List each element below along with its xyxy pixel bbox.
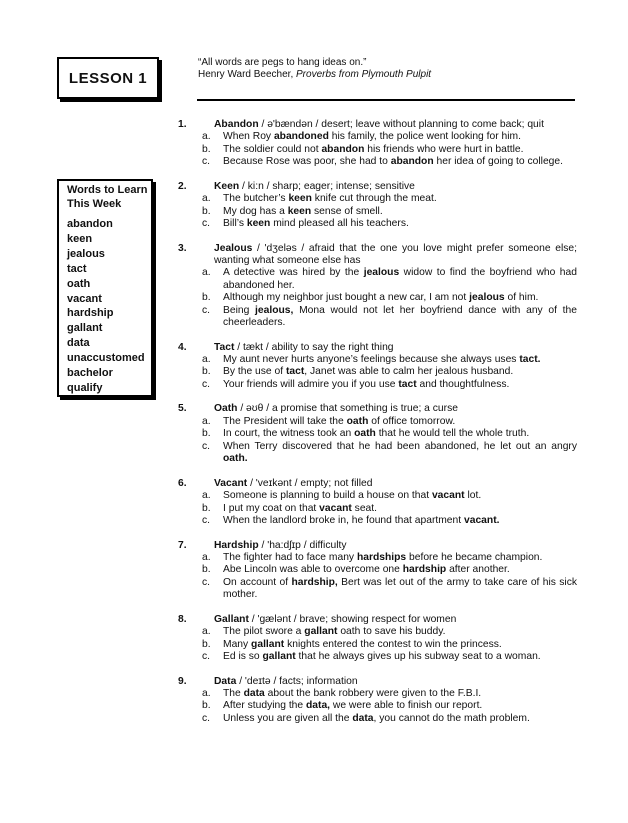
- example-sentence: [196, 416, 577, 428]
- example-text-before: Although my neighbor just bought a new car, I am not: [223, 292, 470, 304]
- example-text: [223, 193, 577, 205]
- vocab-entry: [178, 613, 577, 664]
- word-list: [67, 217, 151, 396]
- entry-definition: / 'veɪkənt / empty; not filled: [247, 477, 373, 489]
- example-text-after: Bert was let out of the army to take care of his sick mother.: [223, 576, 577, 601]
- example-letter: a.: [202, 490, 211, 502]
- example-text-before: My aunt never hurts anyone’s feelings because she always uses: [223, 354, 520, 366]
- entry-definition: / ə'bændən / desert; leave without planning to come back; quit: [258, 119, 544, 130]
- example-keyword: abandon: [390, 156, 434, 168]
- entry-heading: [178, 180, 577, 193]
- word-list-item: abandon: [67, 218, 113, 230]
- example-keyword: vacant: [431, 490, 465, 502]
- vocab-entry: [178, 403, 577, 465]
- example-text-after: we were able to finish our report.: [330, 700, 483, 712]
- example-sentence: [196, 366, 577, 378]
- example-text: [223, 354, 577, 366]
- example-sentence: [196, 428, 577, 440]
- entry-heading: [178, 539, 577, 552]
- example-sentence: [196, 688, 577, 700]
- entry-word: Data: [214, 675, 237, 687]
- header-divider: [197, 99, 575, 101]
- example-sentence: [196, 292, 577, 304]
- example-text-after: after another.: [446, 564, 510, 576]
- example-keyword: jealous: [469, 292, 505, 304]
- vocab-entry: [178, 675, 577, 726]
- example-text-after: of office tomorrow.: [368, 415, 456, 427]
- example-text: [223, 305, 577, 330]
- example-keyword: tact: [285, 366, 305, 378]
- word-list-item: data: [67, 337, 90, 350]
- word-list-item: hardship: [67, 307, 114, 320]
- example-text-before: The President will take the: [223, 415, 347, 427]
- example-text: [223, 700, 577, 712]
- example-sentence: [196, 441, 577, 466]
- example-keyword: jealous: [363, 267, 400, 279]
- example-text-before: The: [223, 687, 244, 699]
- example-text-before: My dog has a: [223, 205, 288, 217]
- example-keyword: oath: [354, 428, 376, 440]
- example-text-after: lot.: [464, 490, 482, 502]
- entry-number: 9.: [178, 675, 187, 687]
- entry-heading: [178, 341, 577, 354]
- example-text: [223, 218, 577, 230]
- entry-word: Vacant: [214, 477, 248, 489]
- example-sentence: [196, 267, 577, 292]
- example-text: [223, 267, 577, 292]
- example-text-before: The soldier could not: [223, 143, 322, 155]
- example-letter: b.: [202, 428, 211, 440]
- example-letter: c.: [202, 304, 211, 316]
- vocab-entry: [178, 119, 577, 169]
- word-list-item: bachelor: [67, 367, 113, 380]
- example-sentence: [196, 131, 577, 143]
- example-text-before: Someone is planning to build a house on that: [223, 490, 432, 502]
- quote-work: Proverbs from Plymouth Pulpit: [296, 69, 432, 80]
- example-letter: c.: [202, 156, 211, 168]
- example-keyword: keen: [288, 193, 312, 205]
- example-keyword: hardship,: [291, 576, 338, 588]
- entry-definition: / 'ha:dʃɪp / difficulty: [258, 539, 347, 551]
- example-letter: b.: [202, 366, 211, 378]
- example-sentence: [196, 626, 577, 638]
- vocab-entry: [178, 180, 577, 231]
- example-keyword: abandoned: [273, 131, 329, 143]
- example-text-after: his family, the police went looking for him.: [328, 131, 521, 143]
- example-keyword: gallant: [251, 638, 285, 650]
- example-letter: a.: [202, 415, 211, 427]
- example-keyword: gallant: [304, 626, 338, 638]
- epigraph: [198, 57, 431, 81]
- example-text-after: knights entered the contest to win the princess.: [284, 638, 502, 650]
- example-text-before: The butcher’s: [223, 193, 289, 205]
- example-text-before: When the landlord broke in, he found that apartment: [223, 514, 464, 526]
- example-sentence: [196, 305, 577, 330]
- entry-word: Keen: [214, 180, 240, 192]
- vocabulary-entries: [178, 119, 577, 737]
- example-letter: a.: [202, 131, 211, 143]
- word-list-item: gallant: [67, 322, 103, 335]
- words-to-learn-box: [57, 179, 153, 397]
- example-keyword: oath: [346, 415, 369, 427]
- entry-word: Gallant: [214, 613, 249, 625]
- example-text: [223, 564, 577, 576]
- word-list-item: tact: [67, 262, 87, 275]
- entry-heading: [178, 613, 577, 626]
- entry-heading: [178, 675, 577, 688]
- word-list-item: jealous: [67, 247, 105, 260]
- words-box-title: Words to Learn This Week: [67, 184, 148, 210]
- example-text: [223, 515, 577, 527]
- word-list-item: oath: [67, 277, 91, 290]
- example-letter: b.: [202, 564, 211, 576]
- example-keyword: tact.: [519, 354, 541, 366]
- entry-heading: [178, 119, 577, 131]
- example-text-after: and thoughtfulness.: [416, 378, 510, 390]
- example-keyword: jealous,: [255, 304, 294, 316]
- example-text-after: knife cut through the meat.: [311, 193, 437, 205]
- example-letter: c.: [202, 576, 211, 588]
- example-text-after: his friends who were hurt in battle.: [364, 143, 524, 155]
- entry-number: 1.: [178, 119, 187, 130]
- example-keyword: hardships: [356, 551, 407, 563]
- example-sentence: [196, 144, 577, 156]
- entry-number: 4.: [178, 341, 187, 353]
- example-text-after: widow to find the boyfriend who had abandoned her.: [223, 267, 577, 291]
- example-sentence: [196, 552, 577, 564]
- entry-number: 3.: [178, 242, 187, 254]
- example-keyword: gallant: [262, 650, 296, 662]
- example-text: [223, 639, 577, 651]
- example-text-after: before he became champion.: [406, 551, 543, 563]
- entry-word: Tact: [214, 341, 235, 353]
- example-sentence: [196, 206, 577, 218]
- example-text-before: Your friends will admire you if you use: [223, 378, 399, 390]
- word-list-item: vacant: [67, 292, 102, 305]
- example-text: [223, 626, 577, 638]
- example-text-before: Abe Lincoln was able to overcome one: [223, 564, 403, 576]
- example-keyword: keen: [246, 218, 271, 230]
- word-list-item: keen: [67, 232, 93, 245]
- example-sentence: [196, 379, 577, 391]
- example-sentence: [196, 354, 577, 366]
- entry-definition: / 'dʒeləs / afraid that the one you love might prefer someone else; wanting what someone else has: [214, 242, 577, 267]
- vocab-entry: [178, 477, 577, 528]
- example-keyword: hardship: [402, 564, 447, 576]
- example-text-before: Being: [223, 304, 256, 316]
- example-keyword: vacant: [319, 502, 352, 514]
- entry-number: 2.: [178, 180, 187, 192]
- example-text-after: oath to save his buddy.: [337, 626, 446, 638]
- example-letter: a.: [202, 267, 211, 279]
- example-sentence: [196, 515, 577, 527]
- example-letter: b.: [202, 700, 211, 712]
- example-text-before: When Roy: [223, 131, 274, 143]
- example-text: [223, 688, 577, 700]
- example-sentence: [196, 639, 577, 651]
- example-text-after: about the bank robbery were given to the F.B.I.: [264, 687, 482, 699]
- example-sentence: [196, 193, 577, 205]
- entry-word: Oath: [214, 403, 238, 415]
- example-text-before: Ed is so: [223, 650, 263, 662]
- example-keyword: tact: [398, 378, 417, 390]
- example-sentence: [196, 651, 577, 663]
- entry-number: 8.: [178, 613, 187, 625]
- example-letter: c.: [202, 440, 211, 452]
- example-keyword: oath.: [223, 453, 248, 465]
- quote-text: “All words are pegs to hang ideas on.”: [198, 57, 367, 68]
- entry-definition: / 'gælənt / brave; showing respect for women: [248, 613, 457, 625]
- example-text-before: Unless you are given all the: [223, 712, 353, 724]
- word-list-item: qualify: [67, 381, 103, 394]
- example-text-after: of him.: [504, 292, 539, 304]
- entry-heading: [178, 403, 577, 415]
- example-keyword: data,: [306, 700, 331, 712]
- entry-definition: / əʊθ / a promise that something is true; a curse: [237, 403, 458, 415]
- example-sentence: [196, 156, 577, 168]
- example-text-after: that he would tell the whole truth.: [375, 428, 530, 440]
- example-letter: c.: [202, 712, 211, 724]
- example-text: [223, 651, 577, 663]
- example-letter: b.: [202, 143, 211, 155]
- example-letter: a.: [202, 354, 211, 366]
- example-letter: a.: [202, 193, 211, 205]
- vocab-entry: [178, 539, 577, 602]
- example-letter: b.: [202, 205, 211, 217]
- example-sentence: [196, 564, 577, 576]
- example-letter: a.: [202, 551, 211, 563]
- example-text: [223, 131, 577, 143]
- example-text: [223, 379, 577, 391]
- example-text: [223, 552, 577, 564]
- entry-definition: / 'deɪtə / facts; information: [236, 675, 358, 687]
- entry-word: Jealous: [214, 242, 253, 254]
- example-sentence: [196, 218, 577, 230]
- example-text: [223, 713, 577, 725]
- example-text-before: When Terry discovered that he had been abandoned, he let out an angry: [223, 440, 577, 452]
- example-letter: c.: [202, 218, 211, 230]
- example-letter: c.: [202, 514, 211, 526]
- vocab-entry: [178, 242, 577, 330]
- example-text: [223, 292, 577, 304]
- example-letter: c.: [202, 378, 211, 390]
- entry-number: 5.: [178, 403, 187, 415]
- example-sentence: [196, 577, 577, 602]
- example-letter: a.: [202, 687, 211, 699]
- quote-source: [198, 69, 431, 81]
- word-list-item: unaccustomed: [67, 352, 145, 365]
- example-text: [223, 577, 577, 602]
- example-text: [223, 144, 577, 156]
- example-text: [223, 441, 577, 466]
- example-text-before: A detective was hired by the: [223, 267, 364, 279]
- entry-number: 7.: [178, 539, 187, 551]
- quote-author: Henry Ward Beecher,: [198, 69, 294, 80]
- example-text-after: mind pleased all his teachers.: [270, 218, 409, 230]
- example-text-before: Bill’s: [223, 218, 247, 230]
- example-keyword: vacant.: [464, 514, 500, 526]
- example-letter: c.: [202, 650, 211, 662]
- vocab-entry: [178, 341, 577, 392]
- example-text-before: Many: [223, 638, 252, 650]
- example-text: [223, 416, 577, 428]
- example-letter: a.: [202, 626, 211, 638]
- example-letter: b.: [202, 638, 211, 650]
- example-text-after: that he always gives up his subway seat to a woman.: [295, 650, 541, 662]
- entry-definition: / tækt / ability to say the right thing: [234, 341, 394, 353]
- lesson-title: LESSON 1: [68, 69, 148, 87]
- example-text-before: The fighter had to face many: [223, 551, 357, 563]
- example-text-after: her idea of going to college.: [433, 156, 563, 168]
- entry-heading: [178, 477, 577, 490]
- example-sentence: [196, 713, 577, 725]
- example-sentence: [196, 503, 577, 515]
- example-text-before: By the use of: [223, 366, 286, 378]
- example-keyword: data: [352, 712, 374, 724]
- example-text-before: The pilot swore a: [223, 626, 305, 638]
- lesson-title-box: [57, 57, 159, 99]
- example-text-after: Mona would not let her boyfriend dance with any of the cheerleaders.: [223, 304, 577, 329]
- example-text: [223, 490, 577, 502]
- example-text: [223, 366, 577, 378]
- entry-definition: / ki:n / sharp; eager; intense; sensitive: [239, 180, 415, 192]
- example-keyword: keen: [287, 205, 312, 217]
- example-keyword: abandon: [321, 143, 365, 155]
- example-text-before: Because Rose was poor, she had to: [223, 156, 391, 168]
- entry-word: Abandon: [214, 119, 259, 130]
- entry-heading: [178, 242, 577, 268]
- example-text-before: In court, the witness took an: [223, 428, 355, 440]
- example-text-after: , you cannot do the math problem.: [373, 712, 530, 724]
- entry-word: Hardship: [214, 539, 259, 551]
- example-text-before: After studying the: [223, 700, 306, 712]
- example-sentence: [196, 700, 577, 712]
- example-text: [223, 428, 577, 440]
- entry-number: 6.: [178, 477, 187, 489]
- example-text: [223, 503, 577, 515]
- example-keyword: data: [243, 687, 265, 699]
- example-sentence: [196, 490, 577, 502]
- example-text-before: I put my coat on that: [223, 502, 320, 514]
- example-text-before: On account of: [223, 576, 292, 588]
- example-text: [223, 206, 577, 218]
- example-text-after: seat.: [351, 502, 377, 514]
- example-letter: b.: [202, 292, 211, 304]
- example-text-after: sense of smell.: [311, 205, 383, 217]
- example-letter: b.: [202, 502, 211, 514]
- example-text: [223, 156, 577, 168]
- example-text-after: , Janet was able to calm her jealous husband.: [304, 366, 514, 378]
